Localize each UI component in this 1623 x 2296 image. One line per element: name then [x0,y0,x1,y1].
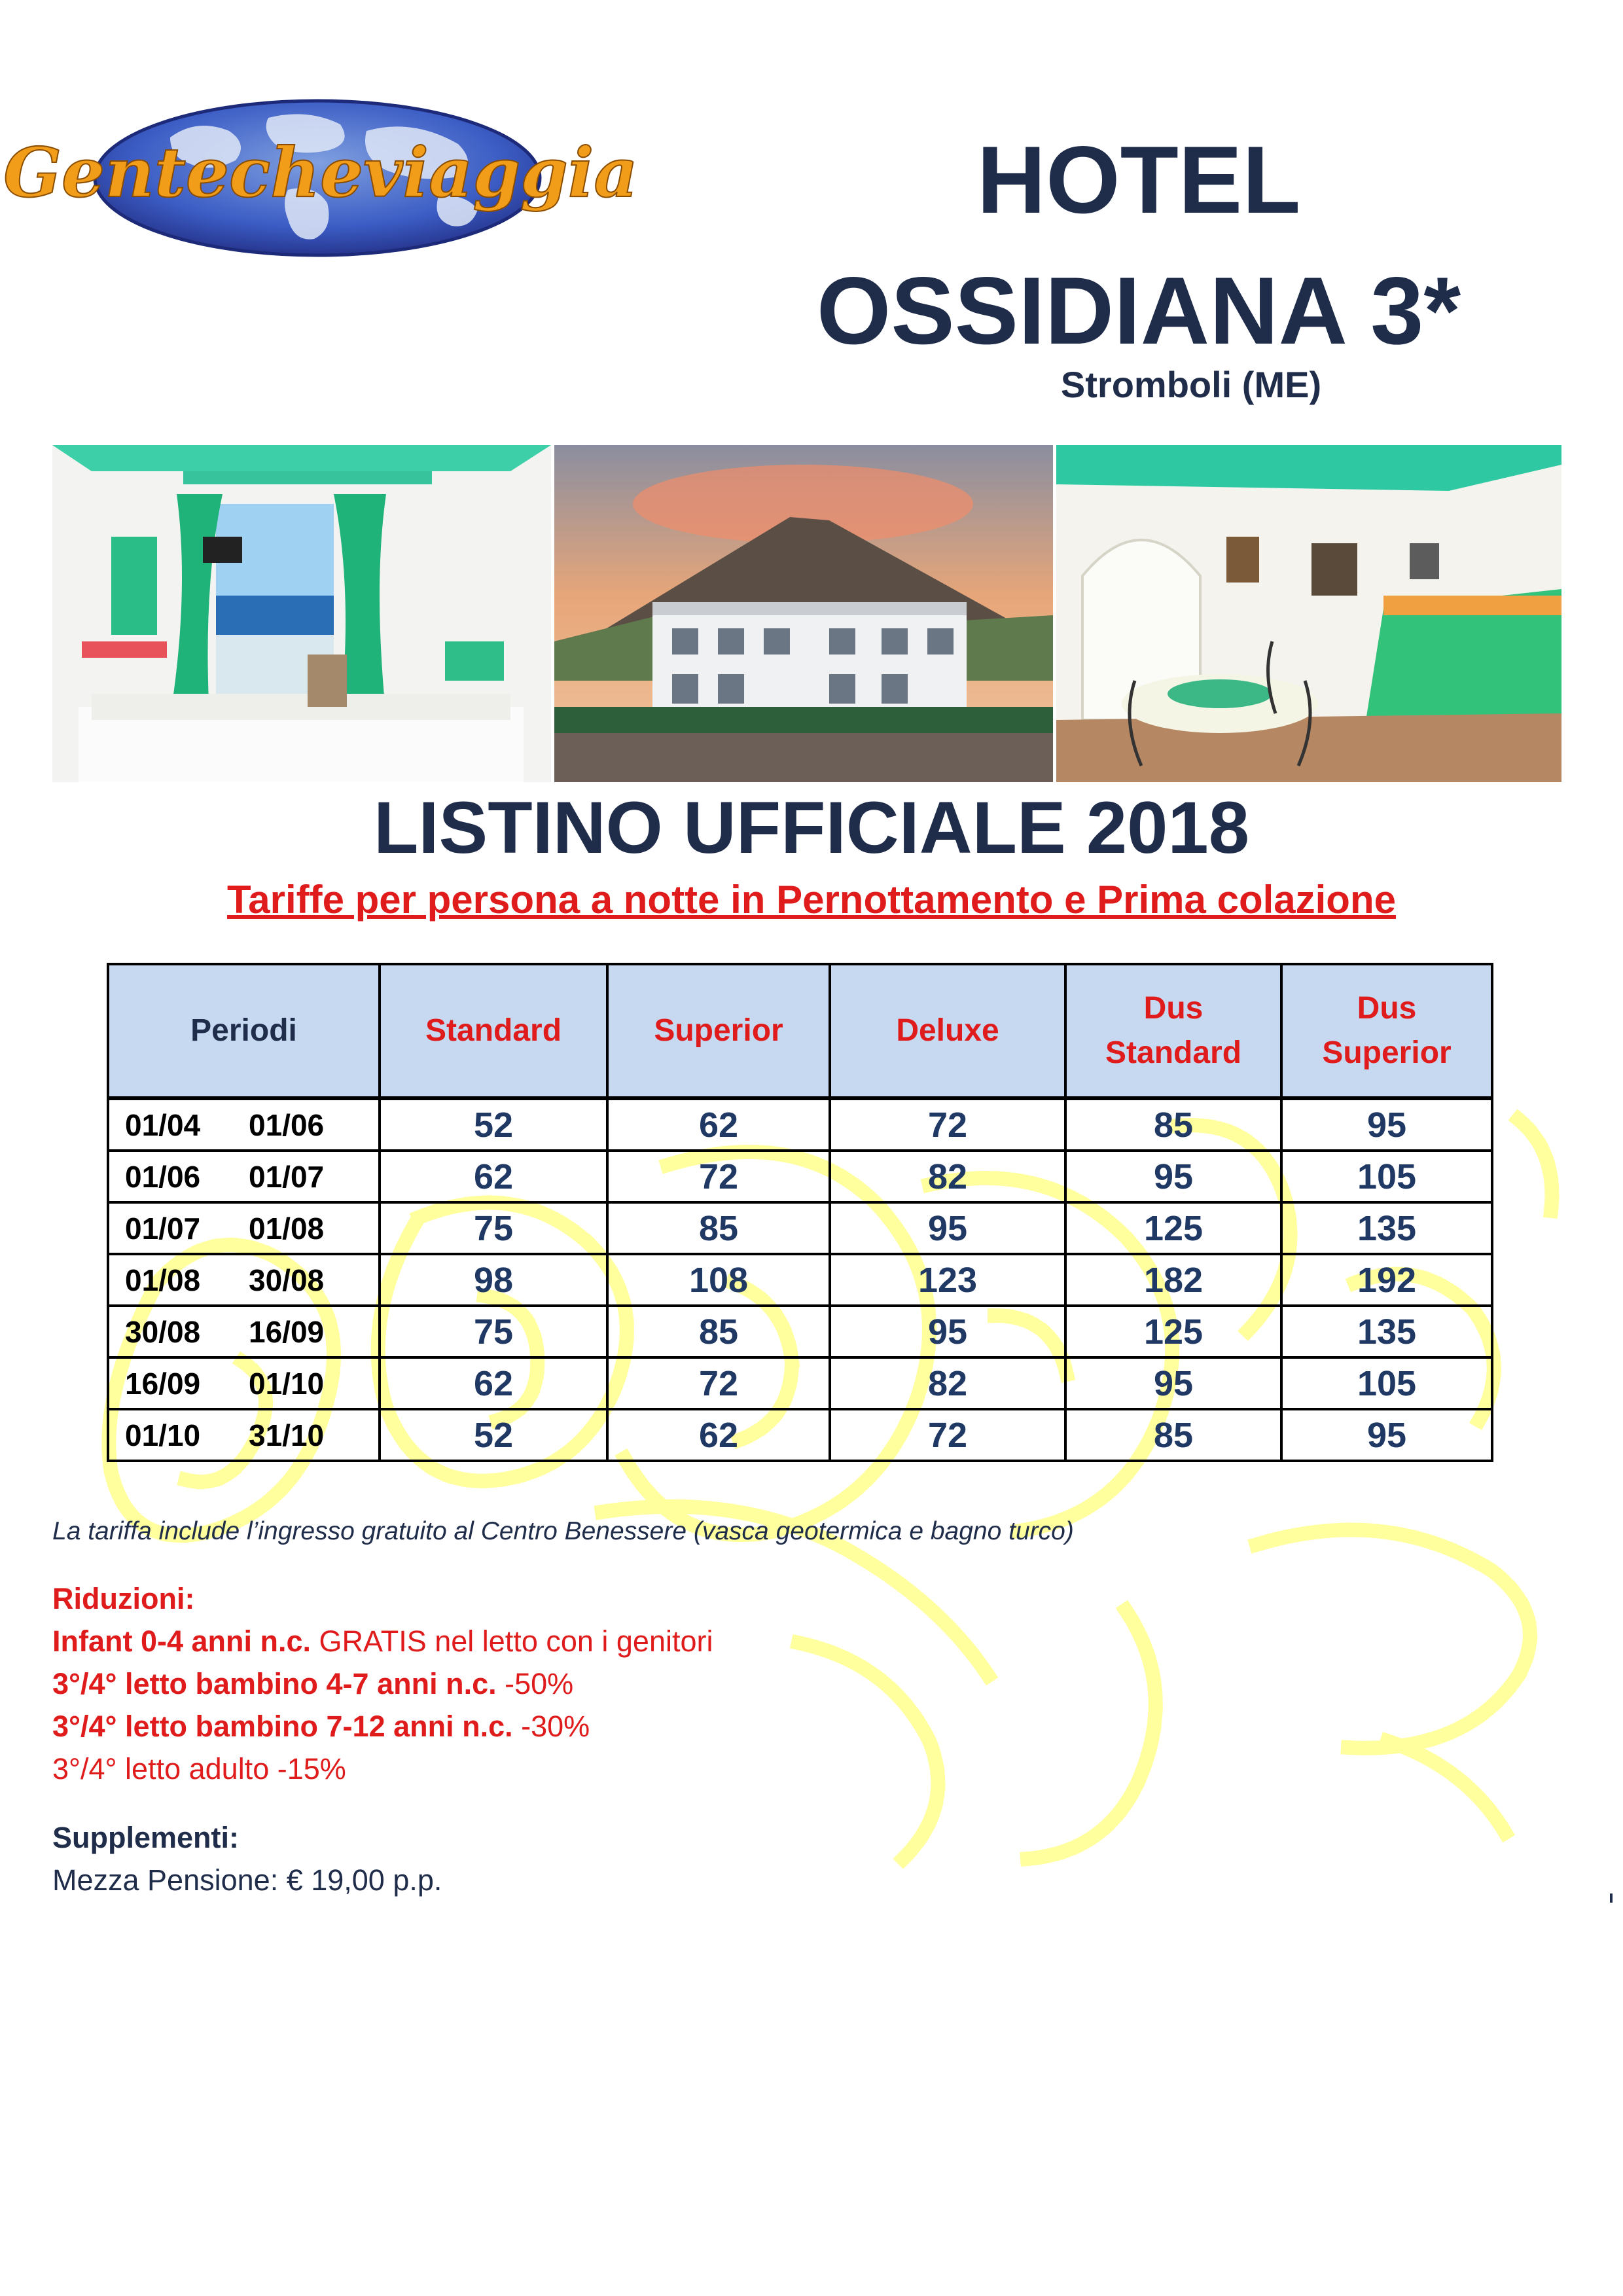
price-dus-superior: 95 [1281,1098,1492,1151]
header-dus-standard [1065,964,1281,1098]
price-standard: 98 [380,1254,607,1306]
table-row [108,1306,1492,1357]
price-superior: 62 [607,1098,830,1151]
price-standard: 75 [380,1306,607,1357]
price-dus-superior: 105 [1281,1357,1492,1409]
price-dus-standard: 125 [1065,1306,1281,1357]
logo [3,92,638,262]
supplemento-item: Mezza Pensione: € 19,00 p.p. [52,1863,442,1897]
price-superior: 72 [607,1151,830,1202]
riduzione-item-text: -30% [512,1710,590,1743]
period-to: 01/08 [242,1202,380,1254]
header-periodi: Periodi [108,964,380,1098]
listino-title: LISTINO UFFICIALE 2018 [374,787,1249,869]
price-dus-superior: 135 [1281,1306,1492,1357]
table-row [108,1357,1492,1409]
period-to: 30/08 [242,1254,380,1306]
photo-hotel-room [52,445,551,782]
riduzione-item-bold: Infant 0-4 anni n.c. [52,1624,312,1658]
period-to: 01/10 [242,1357,380,1409]
price-standard: 52 [380,1409,607,1461]
price-superior: 108 [607,1254,830,1306]
riduzione-item-bold: 3°/4° letto bambino 4-7 anni n.c. [52,1667,497,1700]
hotel-location: Stromboli (ME) [1060,364,1322,405]
price-dus-superior: 95 [1281,1409,1492,1461]
logo-text: Gentecheviaggia [3,132,638,213]
price-deluxe: 82 [830,1151,1065,1202]
period-from: 16/09 [108,1357,242,1409]
period-from: 01/08 [108,1254,242,1306]
riduzione-item-bold: 3°/4° letto bambino 7-12 anni n.c. [52,1710,513,1743]
period-to: 01/06 [242,1098,380,1151]
price-deluxe: 123 [830,1254,1065,1306]
table-row [108,1409,1492,1461]
header-dus-superior [1281,964,1492,1098]
header-dus-standard-line2: Standard [1105,1035,1242,1070]
period-from: 01/04 [108,1098,242,1151]
price-deluxe: 95 [830,1202,1065,1254]
hotel-title-line1: HOTEL [976,126,1301,233]
riduzione-item [52,1705,1558,1748]
price-dus-standard: 85 [1065,1409,1281,1461]
table-header-row [108,964,1492,1098]
period-from: 01/10 [108,1409,242,1461]
price-dus-standard: 95 [1065,1357,1281,1409]
price-table [107,963,1493,1462]
price-superior: 72 [607,1357,830,1409]
price-superior: 62 [607,1409,830,1461]
table-row [108,1254,1492,1306]
period-from: 01/07 [108,1202,242,1254]
table-row [108,1202,1492,1254]
price-dus-superior: 105 [1281,1151,1492,1202]
header-superior: Superior [607,964,830,1098]
price-dus-standard: 125 [1065,1202,1281,1254]
price-dus-standard: 95 [1065,1151,1281,1202]
hotel-title [753,115,1525,376]
price-deluxe: 72 [830,1098,1065,1151]
supplementi-title: Supplementi: [52,1821,240,1854]
header-dus-superior-line2: Superior [1322,1035,1452,1070]
period-to: 01/07 [242,1151,380,1202]
hotel-title-line2: OSSIDIANA 3* [816,257,1461,364]
price-dus-standard: 85 [1065,1098,1281,1151]
header-deluxe: Deluxe [830,964,1065,1098]
header-dus-standard-line1: Dus [1143,991,1204,1026]
table-row [108,1098,1492,1151]
tariffe-subtitle: Tariffe per persona a notte in Pernottamento e Prima colazione [227,878,1396,922]
table-row [108,1151,1492,1202]
period-from: 01/06 [108,1151,242,1202]
photo-breakfast-room [1056,445,1561,782]
price-standard: 62 [380,1151,607,1202]
price-dus-superior: 135 [1281,1202,1492,1254]
price-deluxe: 95 [830,1306,1065,1357]
price-standard: 62 [380,1357,607,1409]
period-to: 16/09 [242,1306,380,1357]
riduzione-item [52,1620,1558,1662]
price-dus-superior: 192 [1281,1254,1492,1306]
price-superior: 85 [607,1306,830,1357]
riduzione-item [52,1662,1558,1705]
riduzione-item [52,1748,1558,1790]
price-deluxe: 72 [830,1409,1065,1461]
note-include: La tariffa include l’ingresso gratuito al Centro Benessere (vasca geotermica e bagno turco) [52,1517,1074,1545]
period-to: 31/10 [242,1409,380,1461]
supplementi-section [52,1816,1558,1901]
riduzione-item-text: -50% [496,1667,574,1700]
photo-volcano-exterior [554,445,1053,782]
riduzioni-section [52,1577,1558,1790]
riduzioni-title: Riduzioni: [52,1582,195,1615]
price-deluxe: 82 [830,1357,1065,1409]
riduzione-item-text: 3°/4° letto adulto -15% [52,1752,346,1785]
price-standard: 52 [380,1098,607,1151]
corner-mark [1610,1893,1613,1903]
price-standard: 75 [380,1202,607,1254]
header-standard: Standard [380,964,607,1098]
header-dus-superior-line1: Dus [1357,991,1417,1026]
price-superior: 85 [607,1202,830,1254]
riduzione-item-text: GRATIS nel letto con i genitori [311,1624,713,1658]
period-from: 30/08 [108,1306,242,1357]
price-dus-standard: 182 [1065,1254,1281,1306]
